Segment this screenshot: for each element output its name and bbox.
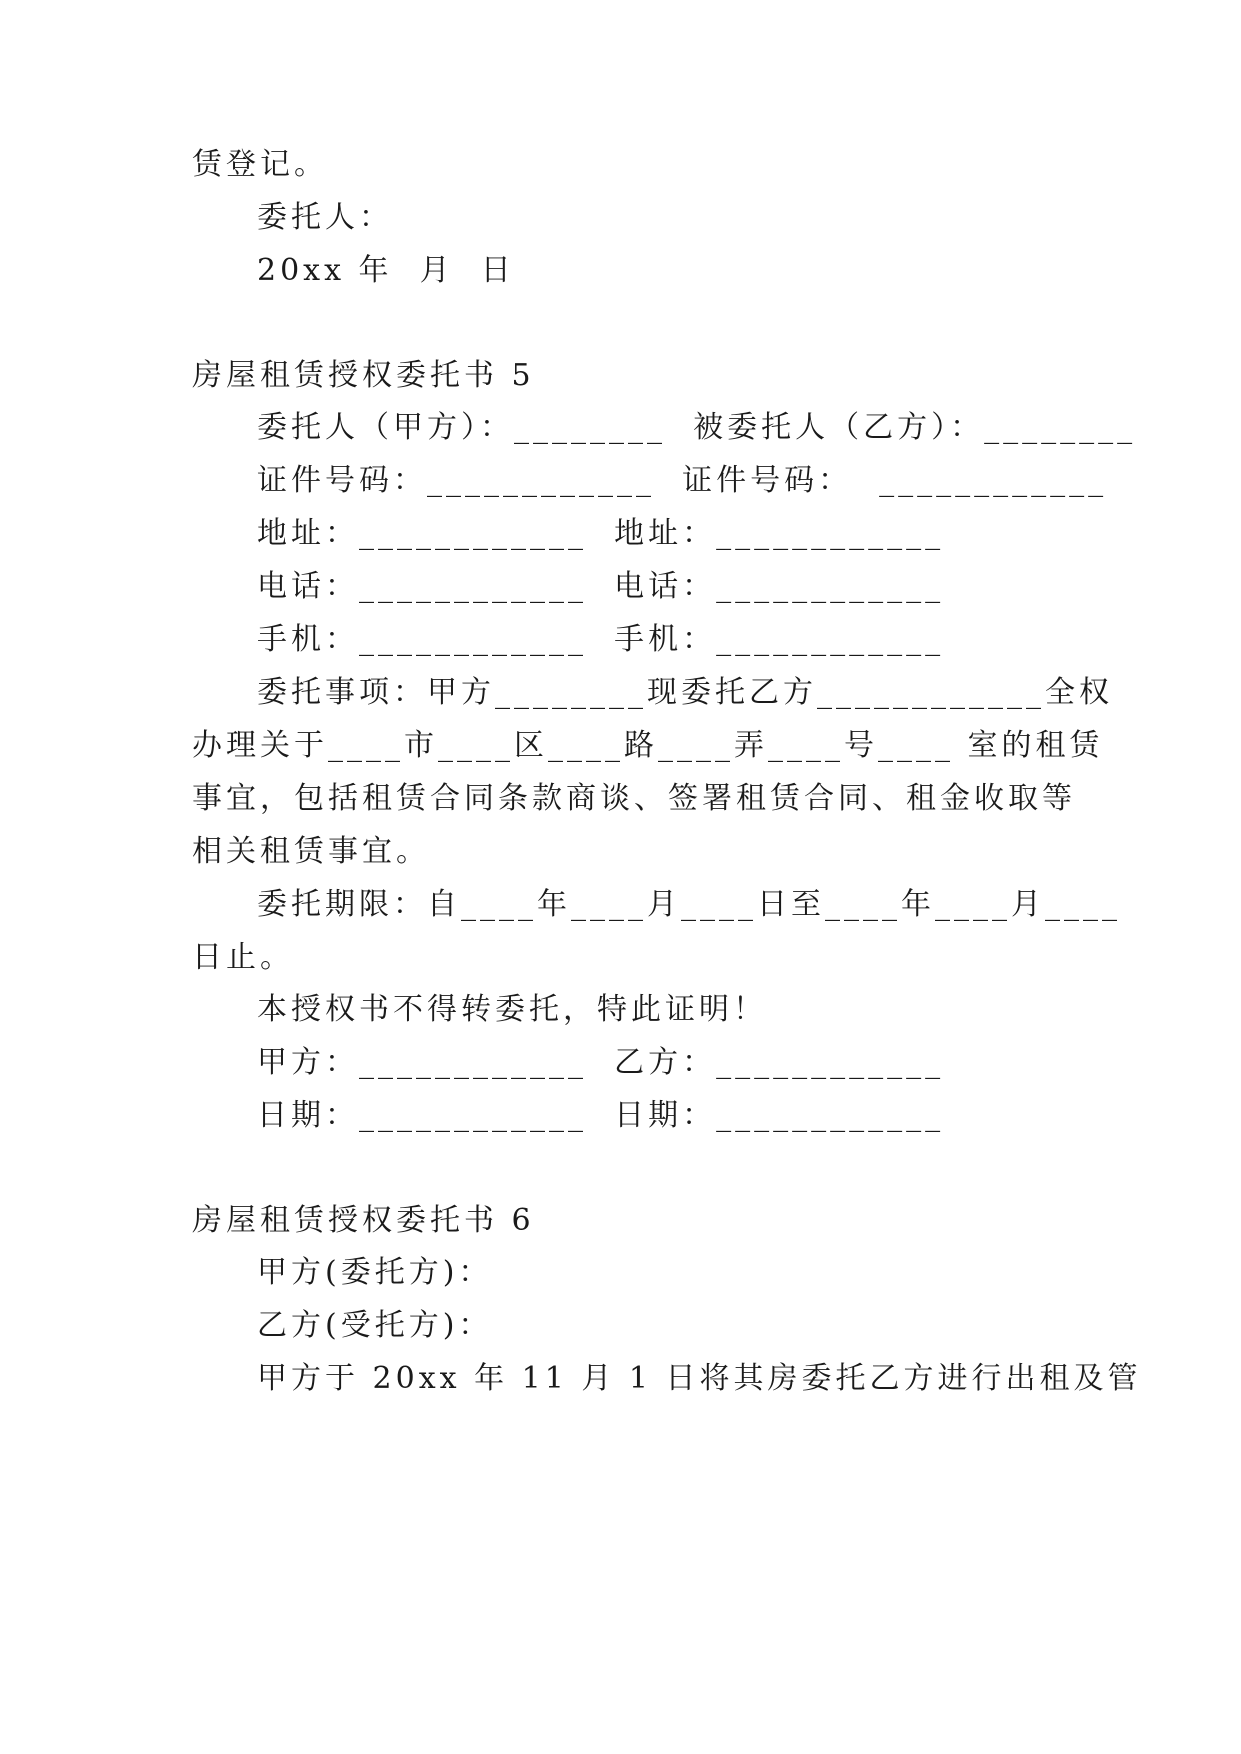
- principal-label: 委托人：: [257, 200, 393, 235]
- phone-line: 电话：____________ 电话：____________: [257, 569, 945, 604]
- address-line: 地址：____________ 地址：____________: [257, 516, 945, 551]
- party-line: 委托人（甲方）：________ 被委托人（乙方）：________: [257, 410, 1137, 445]
- no-transfer-statement: 本授权书不得转委托，特此证明！: [257, 992, 767, 1027]
- term-paragraph-line: 日止。: [192, 940, 294, 975]
- date-line: 20xx 年 月 日: [257, 253, 515, 288]
- body-paragraph-line: 甲方于 20xx 年 11 月 1 日将其房委托乙方进行出租及管: [257, 1361, 1142, 1396]
- party-b-label: 乙方(受托方)：: [257, 1308, 493, 1343]
- term-paragraph-line: 委托期限：自____年____月____日至____年____月____: [257, 887, 1121, 922]
- id-number-line: 证件号码：____________ 证件号码： ____________: [257, 463, 1108, 498]
- continuation-text: 赁登记。: [192, 147, 328, 182]
- signature-line: 甲方：____________ 乙方：____________: [257, 1045, 945, 1080]
- matter-paragraph-line: 委托事项：甲方________现委托乙方____________全权: [257, 675, 1113, 710]
- party-a-label: 甲方(委托方)：: [257, 1255, 493, 1290]
- mobile-line: 手机：____________ 手机：____________: [257, 622, 945, 657]
- matter-paragraph-line: 相关租赁事宜。: [192, 834, 430, 869]
- matter-paragraph-line: 办理关于____市____区____路____弄____号____ 室的租赁: [192, 728, 1104, 763]
- section-5-title: 房屋租赁授权委托书 5: [192, 358, 535, 393]
- section-6-title: 房屋租赁授权委托书 6: [192, 1203, 535, 1238]
- signing-date-line: 日期：____________ 日期：____________: [257, 1098, 945, 1133]
- matter-paragraph-line: 事宜，包括租赁合同条款商谈、签署租赁合同、租金收取等: [192, 781, 1076, 816]
